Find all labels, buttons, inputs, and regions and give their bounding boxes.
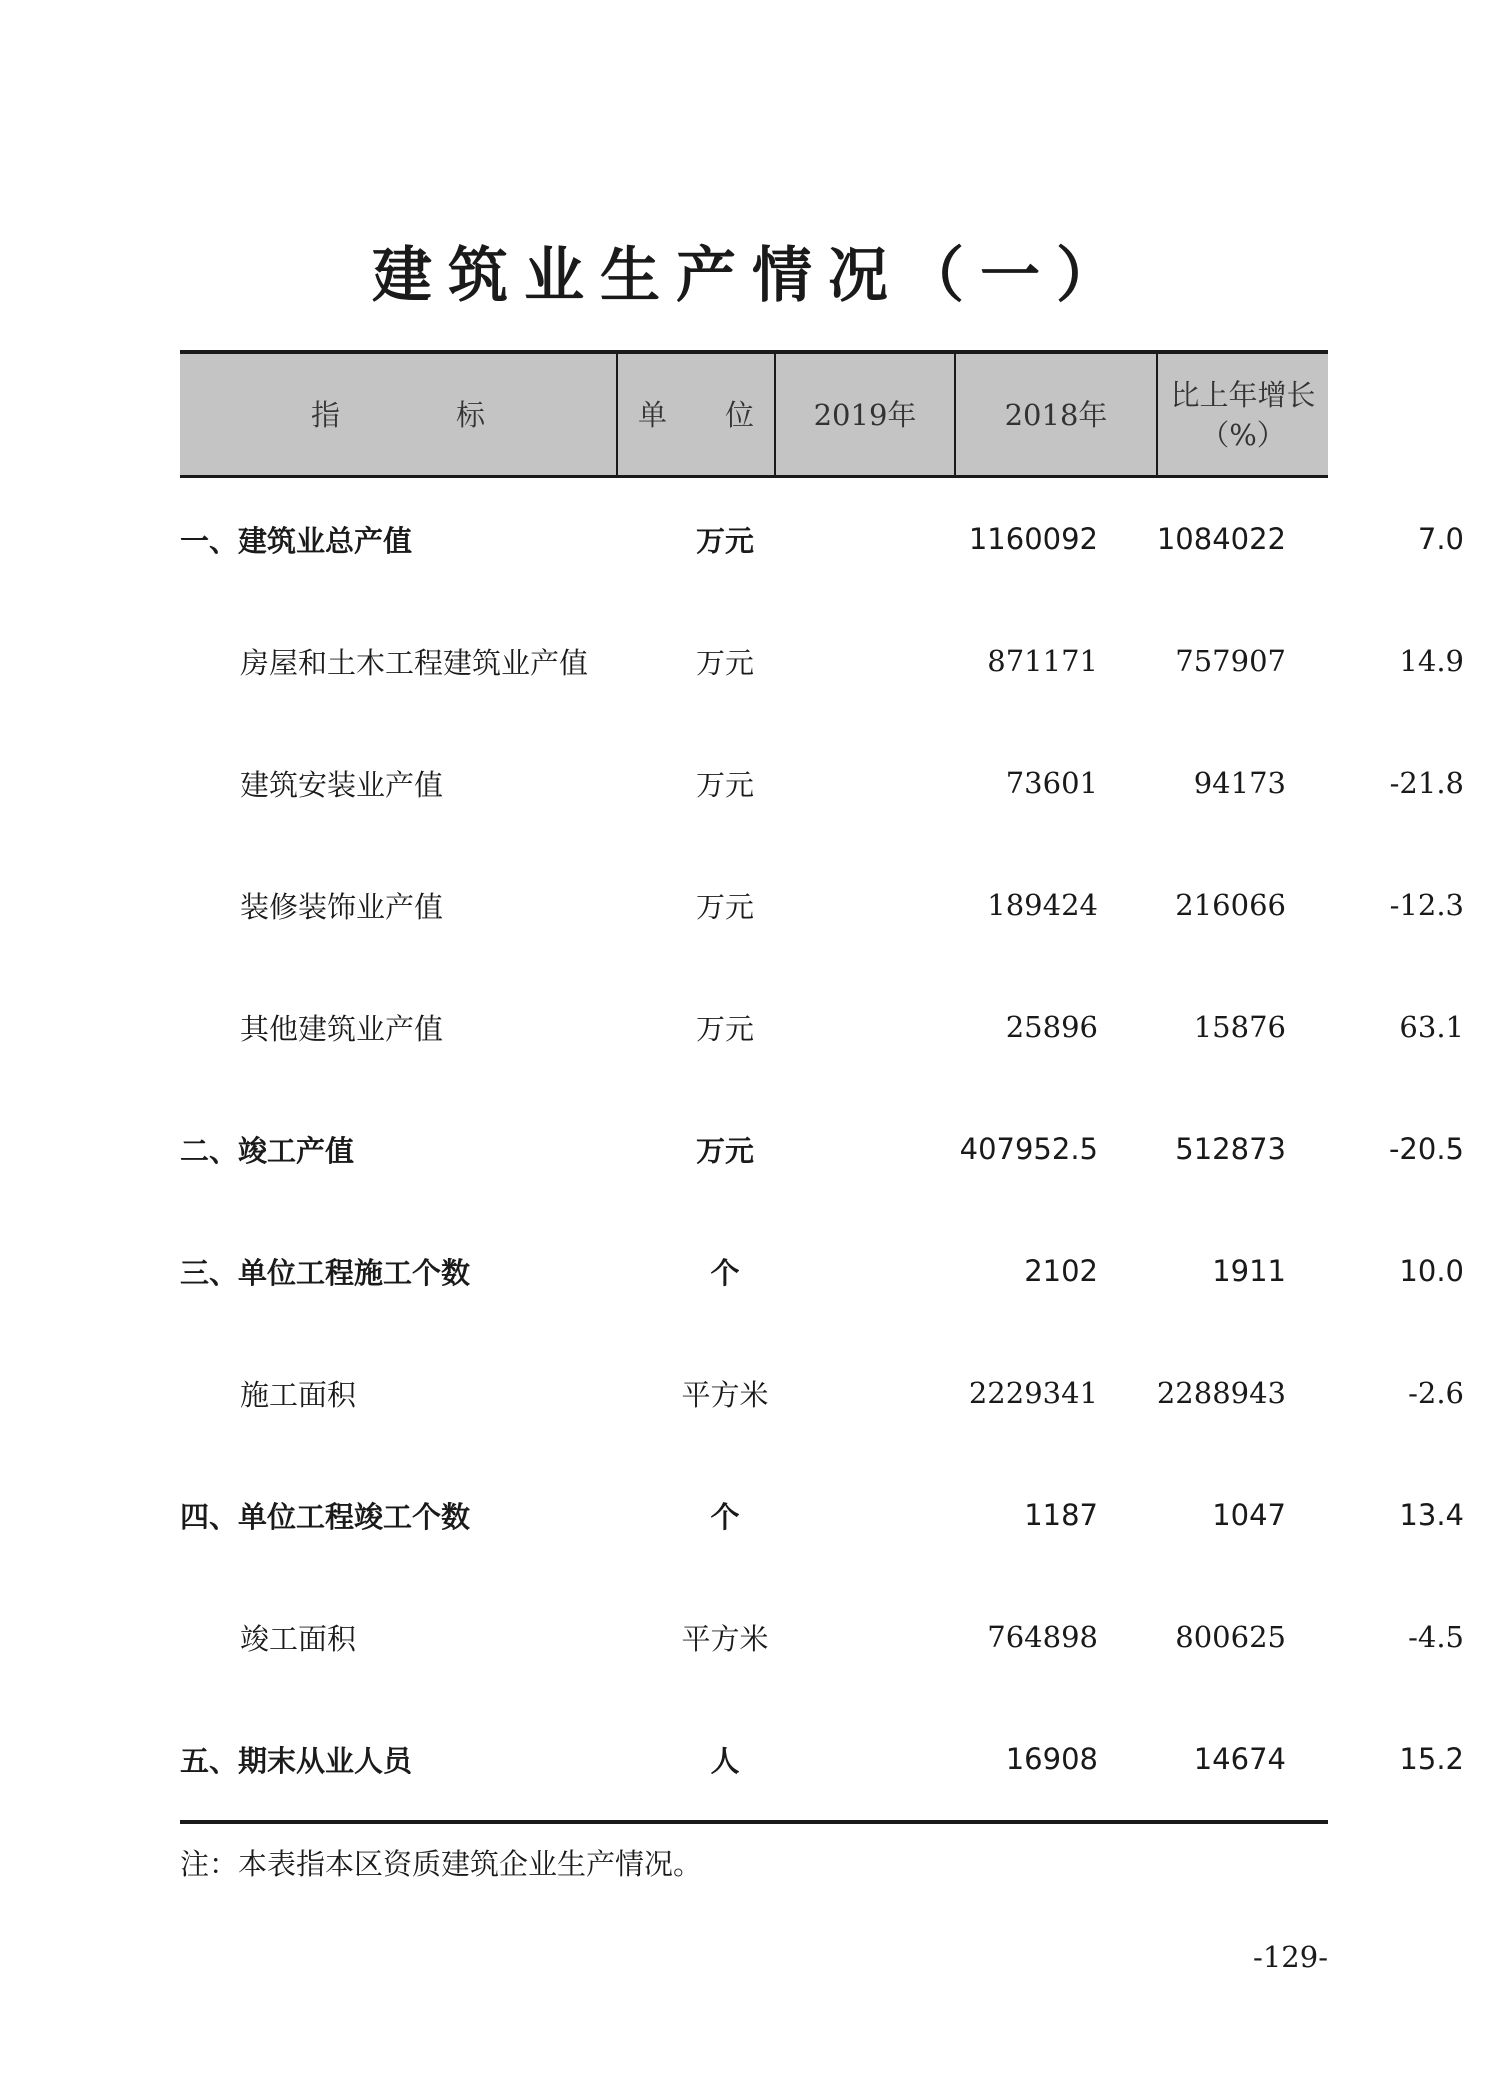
row-value-2018: 1911 xyxy=(1212,1254,1286,1288)
production-table xyxy=(180,350,1464,1820)
row-value-2019: 407952.5 xyxy=(959,1132,1098,1166)
row-name: 施工面积 xyxy=(240,1377,357,1412)
table-row xyxy=(180,1576,1464,1698)
row-value-2019: 1187 xyxy=(1024,1498,1098,1532)
row-value-2018: 1047 xyxy=(1212,1498,1286,1532)
row-value-2018: 14674 xyxy=(1193,1742,1286,1776)
page-title: 建筑业生产情况（一） xyxy=(372,241,1132,311)
row-name: 竣工面积 xyxy=(240,1621,357,1656)
table-row xyxy=(180,600,1464,722)
header-unit: 单 位 xyxy=(637,397,754,432)
table-body xyxy=(180,478,1464,1820)
row-unit: 个 xyxy=(710,1499,740,1534)
header-indicator: 指 标 xyxy=(310,397,485,432)
row-value-2018: 800625 xyxy=(1175,1620,1286,1654)
row-unit: 平方米 xyxy=(681,1377,769,1412)
header-2019: 2019年 xyxy=(813,397,917,432)
row-growth: 13.4 xyxy=(1399,1498,1464,1532)
row-name: 一、建筑业总产值 xyxy=(180,523,413,558)
row-name: 建筑安装业产值 xyxy=(240,767,444,802)
row-value-2018: 2288943 xyxy=(1156,1376,1286,1410)
row-unit: 万元 xyxy=(695,1133,754,1168)
row-value-2019: 764898 xyxy=(987,1620,1098,1654)
row-name: 四、单位工程竣工个数 xyxy=(180,1499,471,1534)
table-row xyxy=(180,1332,1464,1454)
row-growth: -4.5 xyxy=(1408,1620,1464,1654)
table-row xyxy=(180,966,1464,1088)
row-unit: 万元 xyxy=(695,767,754,802)
row-value-2018: 216066 xyxy=(1175,888,1286,922)
row-growth: 10.0 xyxy=(1399,1254,1464,1288)
row-value-2019: 25896 xyxy=(1005,1010,1098,1044)
row-name: 其他建筑业产值 xyxy=(240,1011,444,1046)
row-growth: -12.3 xyxy=(1389,888,1464,922)
row-unit: 万元 xyxy=(695,889,754,924)
row-value-2018: 1084022 xyxy=(1156,522,1286,556)
row-growth: 63.1 xyxy=(1399,1010,1464,1044)
row-growth: 15.2 xyxy=(1399,1742,1464,1776)
table-row xyxy=(180,478,1464,600)
table-row xyxy=(180,1698,1464,1820)
table-row xyxy=(180,844,1464,966)
table-bottom-rule xyxy=(180,1820,1328,1824)
row-growth: -21.8 xyxy=(1389,766,1464,800)
row-value-2019: 1160092 xyxy=(968,522,1098,556)
header-growth xyxy=(1158,354,1328,475)
table-row xyxy=(180,1454,1464,1576)
row-value-2019: 73601 xyxy=(1005,766,1098,800)
row-value-2018: 757907 xyxy=(1175,644,1286,678)
row-value-2018: 512873 xyxy=(1175,1132,1286,1166)
row-name: 装修装饰业产值 xyxy=(240,889,444,924)
row-value-2019: 871171 xyxy=(987,644,1098,678)
row-unit: 万元 xyxy=(695,1011,754,1046)
row-growth: -2.6 xyxy=(1408,1376,1464,1410)
table-row xyxy=(180,1210,1464,1332)
row-unit: 万元 xyxy=(695,523,754,558)
row-growth: -20.5 xyxy=(1388,1132,1464,1166)
row-value-2019: 189424 xyxy=(987,888,1098,922)
row-unit: 平方米 xyxy=(681,1621,769,1656)
row-name: 三、单位工程施工个数 xyxy=(180,1255,471,1290)
page-number: -129- xyxy=(1253,1940,1328,1974)
row-name: 房屋和土木工程建筑业产值 xyxy=(240,645,589,680)
row-unit: 万元 xyxy=(695,645,754,680)
table-note: 注：本表指本区资质建筑企业生产情况。 xyxy=(180,1847,703,1881)
header-growth-label: 比上年增长 xyxy=(1170,377,1316,412)
header-growth-unit: （%） xyxy=(1200,417,1286,452)
row-unit: 人 xyxy=(710,1743,740,1778)
header-2018: 2018年 xyxy=(1004,397,1108,432)
row-unit: 个 xyxy=(710,1255,740,1290)
table-header xyxy=(180,350,1328,478)
row-value-2018: 15876 xyxy=(1193,1010,1286,1044)
row-value-2018: 94173 xyxy=(1193,766,1286,800)
row-value-2019: 16908 xyxy=(1005,1742,1098,1776)
table-row xyxy=(180,722,1464,844)
row-value-2019: 2229341 xyxy=(968,1376,1098,1410)
row-name: 二、竣工产值 xyxy=(180,1133,355,1168)
row-growth: 7.0 xyxy=(1417,522,1464,556)
table-row xyxy=(180,1088,1464,1210)
row-value-2019: 2102 xyxy=(1024,1254,1098,1288)
row-growth: 14.9 xyxy=(1399,644,1464,678)
row-name: 五、期末从业人员 xyxy=(180,1743,413,1778)
